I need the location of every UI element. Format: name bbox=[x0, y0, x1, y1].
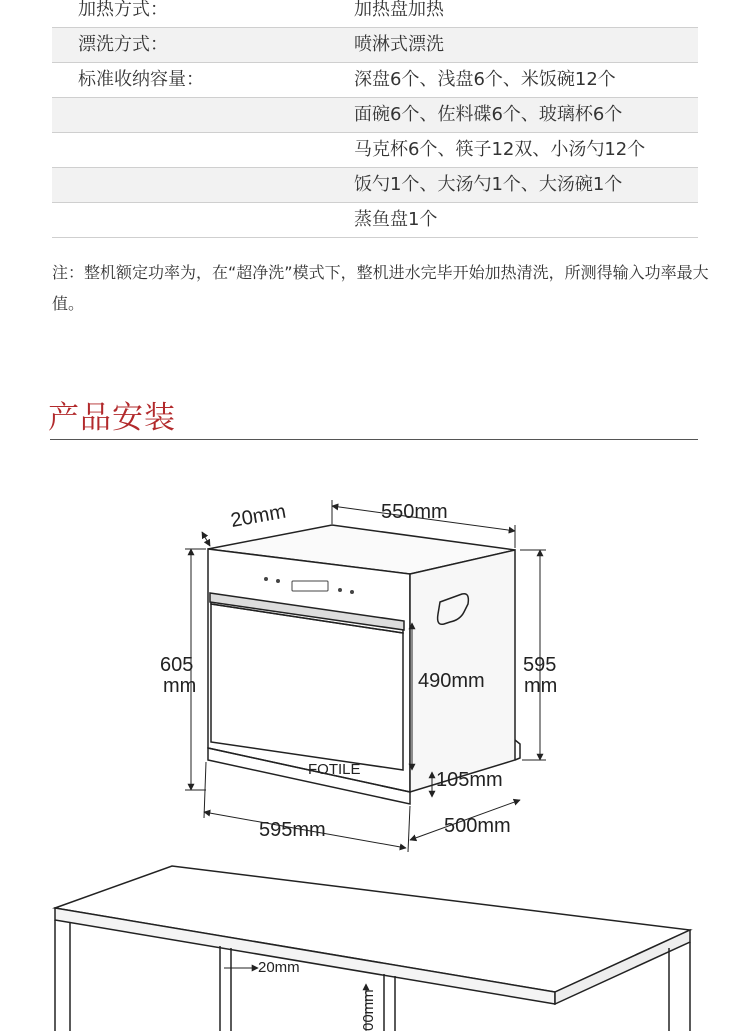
dim-height-side-unit: mm bbox=[524, 675, 558, 697]
dim-cabinet-gap: 20mm bbox=[258, 959, 300, 976]
spec-label: 加热方式： bbox=[78, 0, 168, 20]
dim-door-height: 490mm bbox=[418, 670, 485, 692]
spec-value: 饭勺1个、大汤勺1个、大汤碗1个 bbox=[354, 174, 623, 195]
power-note: 注：整机额定功率为，在“超净洗”模式下，整机进水完毕开始加热清洗，所测得输入功率最大值。 bbox=[52, 263, 709, 313]
brand-mark: FOTILE bbox=[308, 761, 361, 778]
spec-value: 马克杯6个、筷子12双、小汤勺12个 bbox=[354, 139, 646, 160]
spec-label: 漂洗方式： bbox=[78, 34, 168, 55]
spec-value: 加热盘加热 bbox=[354, 0, 444, 20]
cabinet-dimension-lines bbox=[224, 968, 366, 1031]
dim-height-side-num: 595 bbox=[523, 654, 557, 676]
dim-depth-bottom: 500mm bbox=[444, 815, 511, 837]
spec-value: 面碗6个、佐料碟6个、玻璃杯6个 bbox=[354, 104, 623, 125]
section-title: 产品安装 bbox=[48, 400, 176, 436]
spec-label: 标准收纳容量： bbox=[78, 69, 204, 90]
dim-height-front-unit: mm bbox=[163, 675, 197, 697]
dim-base-height: 105mm bbox=[436, 769, 503, 791]
dim-depth-top: 550mm bbox=[381, 501, 448, 523]
dim-height-front-num: 605 bbox=[160, 654, 194, 676]
dim-top-offset: 20mm bbox=[229, 500, 288, 532]
spec-value: 蒸鱼盘1个 bbox=[354, 209, 438, 230]
dishwasher-outline bbox=[208, 525, 520, 804]
dim-width: 595mm bbox=[259, 819, 326, 841]
dim-cabinet-vertical: 00mm bbox=[360, 989, 377, 1031]
spec-value: 深盘6个、浅盘6个、米饭碗12个 bbox=[354, 69, 616, 90]
spec-value: 喷淋式漂洗 bbox=[354, 34, 444, 55]
